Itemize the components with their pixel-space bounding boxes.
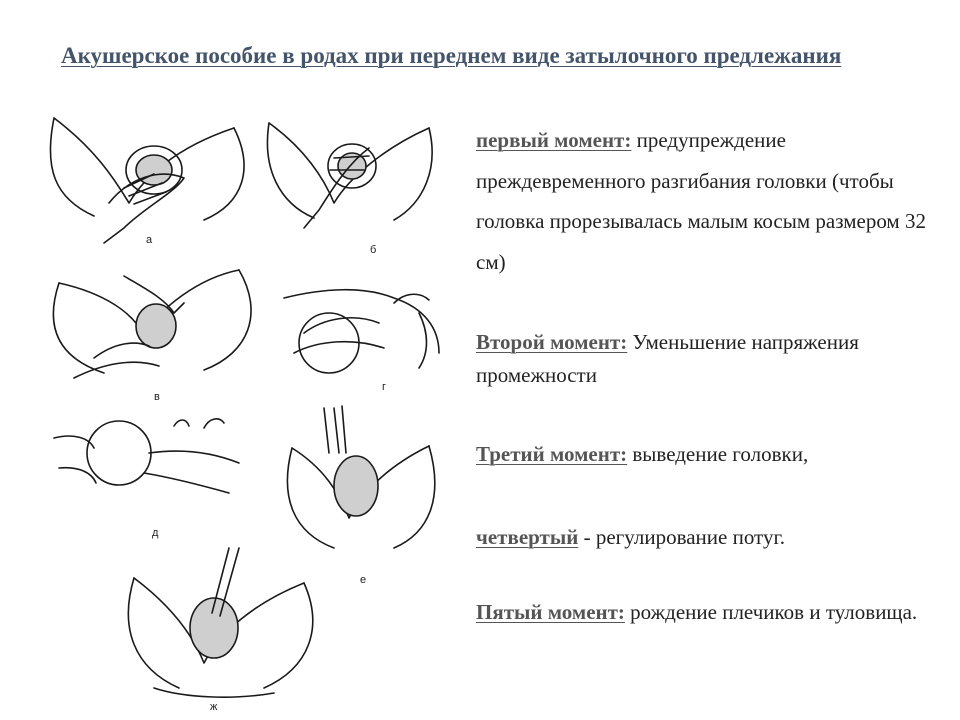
moment-5 (476, 596, 936, 629)
figure-label-g: г (382, 381, 387, 393)
moment-5-text: рождение плечиков и туловища. (624, 600, 918, 624)
figure-label-v: в (154, 391, 160, 403)
moment-5-lead: Пятый момент: (476, 600, 625, 624)
figure-label-d: д (152, 527, 159, 539)
figure-label-a: а (146, 234, 153, 246)
moment-2-text: Уменьшение напряжения промежности (476, 330, 859, 387)
figure-label-b: б (370, 244, 377, 256)
figure-label-zh: ж (210, 701, 218, 713)
moment-1-text: предупреждение преждевременного разгибания головки (чтобы головка прорезывалась малым косым размером 32 см) (476, 128, 926, 274)
moment-3 (476, 438, 936, 471)
moment-4-lead: четвертый (476, 525, 579, 549)
moment-1-lead: первый момент: (476, 128, 632, 152)
moment-4-text: - регулирование потуг. (578, 525, 785, 549)
moment-3-lead: Третий момент: (476, 442, 628, 466)
obstetric-manoeuvres-illustration (34, 108, 446, 714)
moment-4 (476, 521, 936, 554)
moment-2 (476, 326, 936, 392)
figure-label-e: е (360, 574, 367, 586)
moment-3-text: выведение головки, (627, 442, 809, 466)
moment-1 (476, 120, 936, 282)
page-title: Акушерское пособие в родах при переднем виде затылочного предлежания (61, 43, 842, 68)
moment-2-lead: Второй момент: (476, 330, 628, 354)
